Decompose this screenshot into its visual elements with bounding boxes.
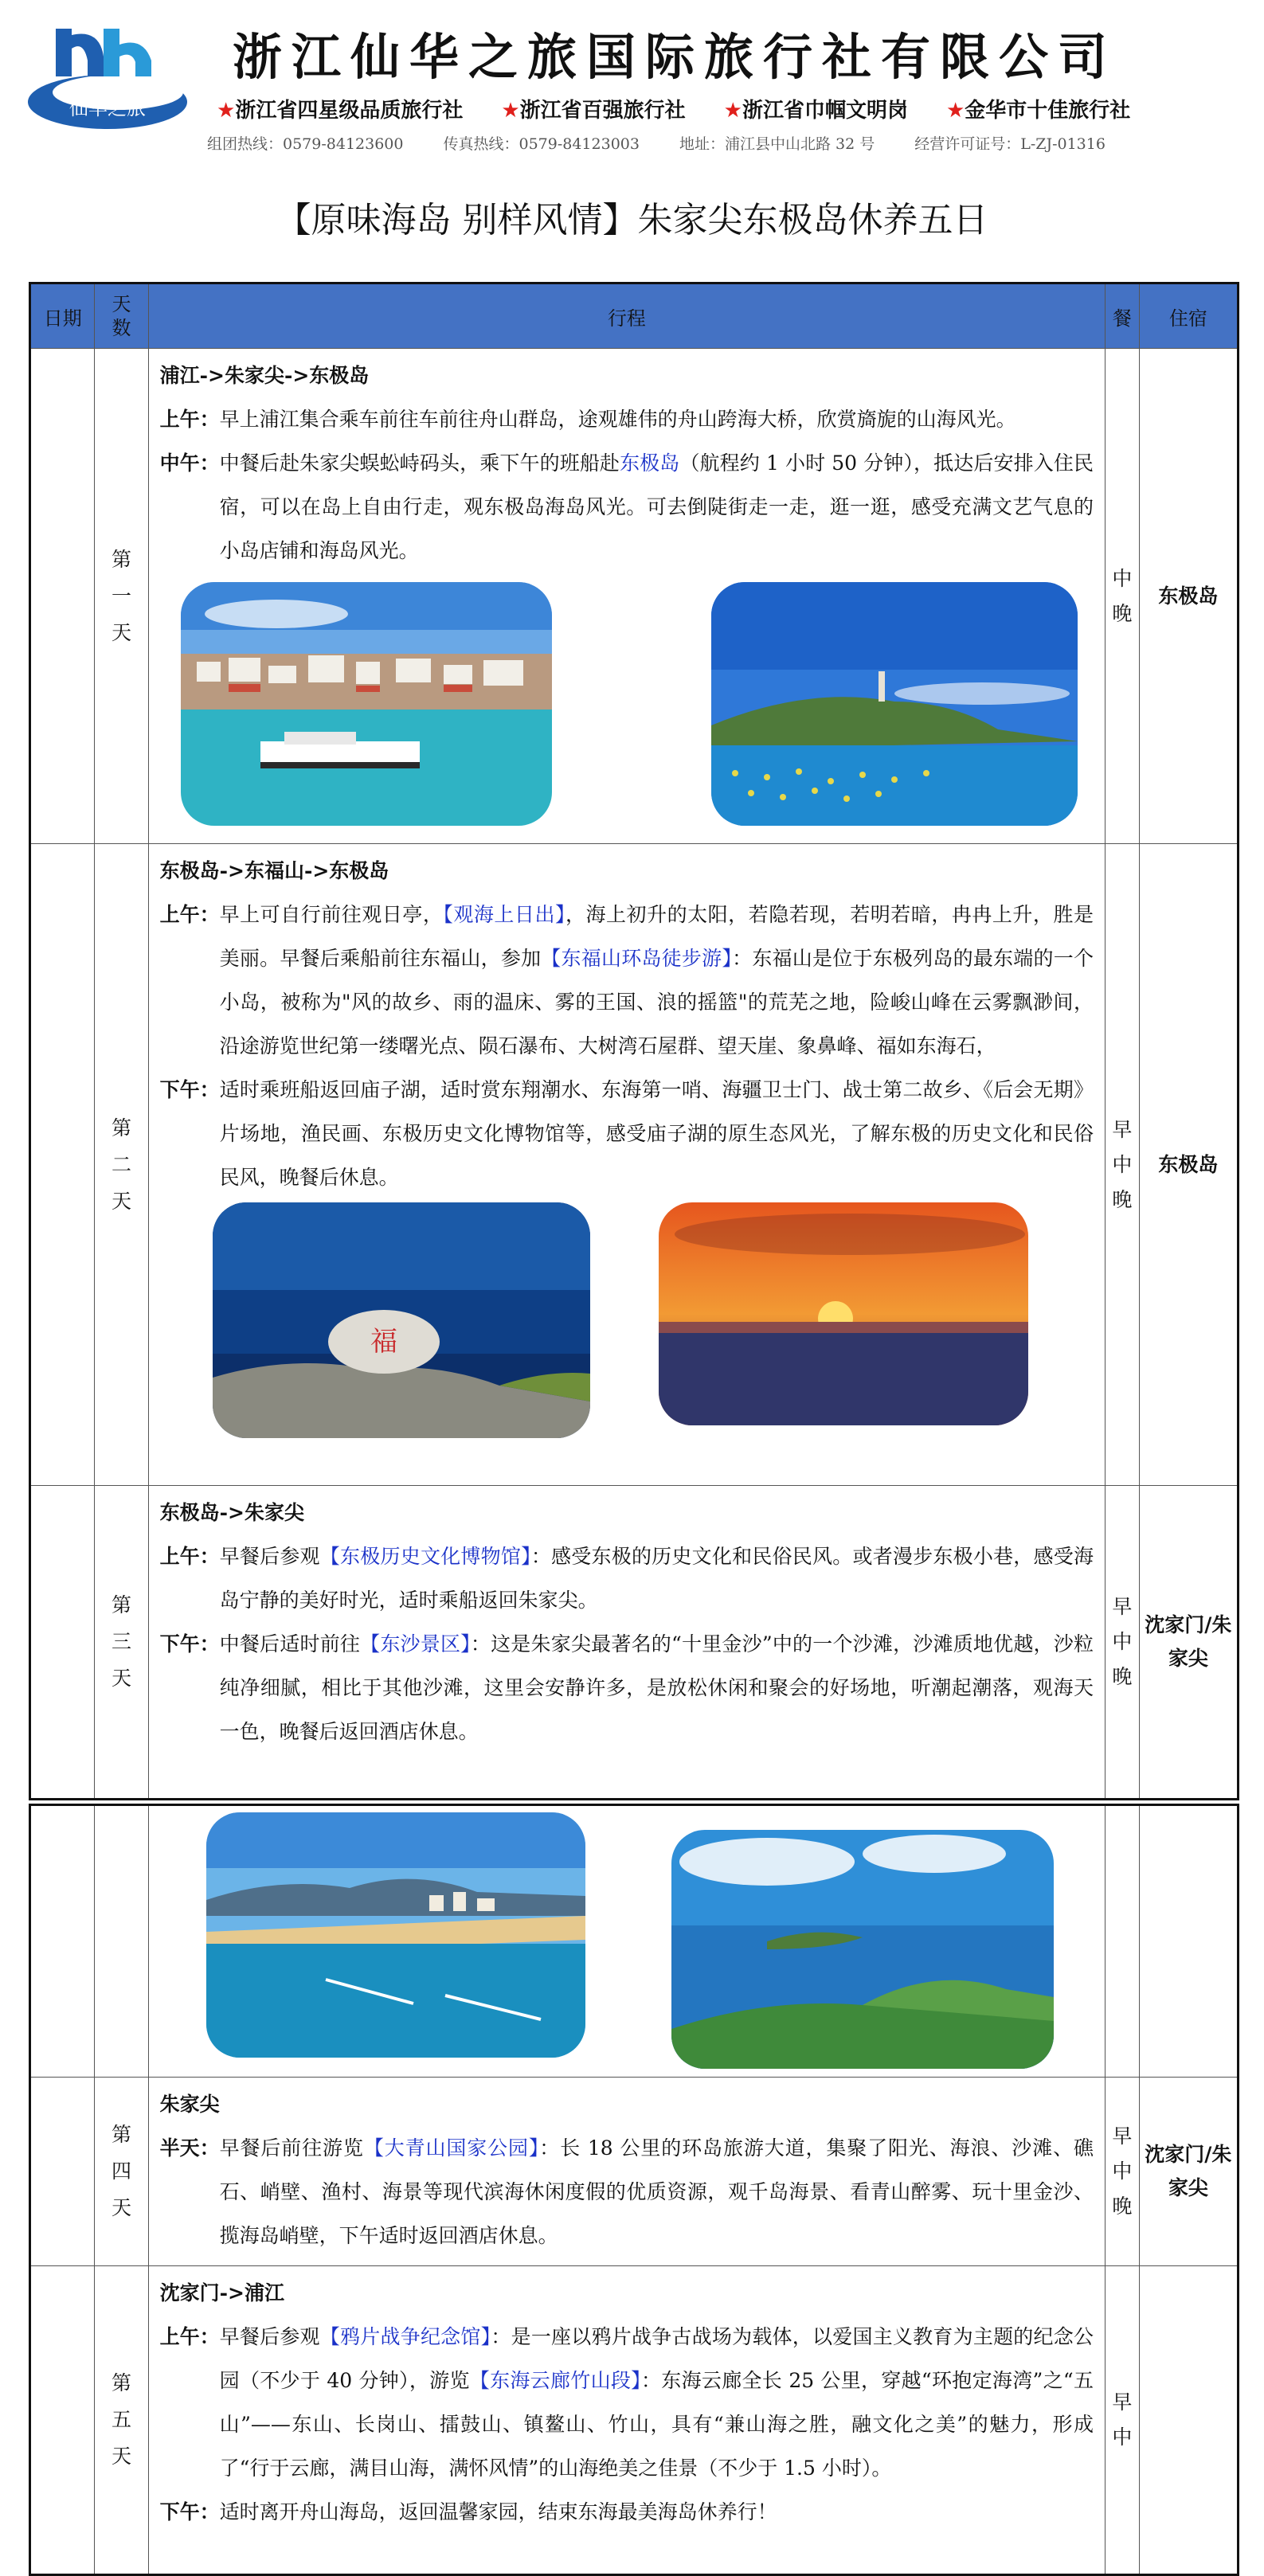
header-stay: 住宿 <box>1139 283 1238 349</box>
stay-cell: 东极岛 <box>1139 349 1238 844</box>
route-line: 东极岛->朱家尖 <box>159 1501 304 1524</box>
time-label: 半天： <box>159 2136 220 2160</box>
red-star-icon: ★ <box>217 99 236 123</box>
itinerary-text <box>220 2126 1094 2257</box>
red-star-icon: ★ <box>723 99 742 123</box>
honor-item: ★金华市十佳旅行社 <box>945 99 1131 123</box>
itinerary-text <box>220 2490 777 2534</box>
island-lighthouse-photo <box>711 582 1078 826</box>
itinerary-text <box>220 1068 1094 1199</box>
attraction-highlight: 【东沙景区】 <box>360 1632 471 1655</box>
plan-cell <box>148 1805 1105 2078</box>
day-label: 第五天 <box>95 2266 148 2575</box>
honor-item: ★浙江省四星级品质旅行社 <box>217 99 464 123</box>
svg-text:仙华之旅: 仙华之旅 <box>69 97 146 119</box>
stay-cell <box>1139 1805 1238 2078</box>
attraction-highlight: 【大青山国家公园】 <box>363 2136 540 2160</box>
text-run: （航程约 1 小时 50 分钟），抵达后安排入住民宿，可以在岛上自由行走，观东极岛海岛风光。可去倒陡街走一走，逛一逛，感受充满文艺气息的小岛店铺和海岛风光。 <box>219 451 1094 562</box>
red-star-icon: ★ <box>945 99 965 123</box>
text-run: 中餐后赴朱家尖蜈蚣峙码头，乘下午的班船赴 <box>219 451 620 475</box>
attraction-highlight: 东极岛 <box>620 451 680 475</box>
contact-row <box>207 132 1235 154</box>
route-line: 浦江->朱家尖->东极岛 <box>159 364 370 387</box>
text-run: ：这是朱家尖最著名的“十里金沙”中的一个沙滩，沙滩质地优越，沙粒纯净细腻，相比于其他沙滩，这里会安静许多，是放松休闲和聚会的好场地，听潮起潮落，观海天一色，晚餐后返回酒店休息。 <box>219 1632 1094 1743</box>
attraction-highlight: 【东海云廊竹山段】 <box>469 2369 641 2392</box>
header-plan: 行程 <box>148 283 1105 349</box>
itinerary-paragraph <box>160 2490 1094 2534</box>
text-run: 早餐后参观 <box>219 1545 320 1568</box>
plan-cell <box>148 2266 1105 2575</box>
itinerary-text <box>220 441 1094 573</box>
plan-cell <box>148 1486 1105 1800</box>
company-name: 浙江仙华之旅国际旅行社有限公司 <box>233 28 1117 86</box>
itinerary-text <box>220 397 1016 441</box>
meal-cell: 早中晚 <box>1106 1486 1140 1800</box>
itinerary-paragraph <box>160 893 1094 1068</box>
day-row <box>30 844 1239 1486</box>
license-number: 经营许可证号：L-ZJ-01316 <box>914 135 1106 153</box>
text-run: ：东福山是位于东极列岛的最东端的一个小岛，被称为"风的故乡、雨的温床、雾的王国、浪的摇篮"的荒芜之地，险峻山峰在云雾飘渺间，沿途游览世纪第一缕曙光点、陨石瀑布、大树湾石屋群、望天崖、象鼻峰、福如东海石， <box>219 947 1094 1057</box>
itinerary-paragraph <box>160 1622 1094 1753</box>
text-run: 早餐后参观 <box>219 2325 320 2348</box>
attraction-highlight: 【观海上日出】 <box>443 903 565 926</box>
header-date: 日期 <box>30 283 95 349</box>
text-run: ：长 18 公里的环岛旅游大道，集聚了阳光、海浪、沙滩、礁石、峭壁、渔村、海景等现代滨海休闲度假的优质资源，观千岛海景、看青山醉雾、玩十里金沙、揽海岛峭壁，下午适时返回酒店休息。 <box>219 2136 1094 2247</box>
text-run: ：是一座以鸦片战争古战场为载体，以爱国主义教育为主题的纪念公园（不少于 40 分钟），游览 <box>219 2325 1094 2392</box>
honor-item: ★浙江省百强旅行社 <box>501 99 686 123</box>
address: 地址：浦江县中山北路 32 号 <box>679 135 875 153</box>
attraction-highlight: 【鸦片战争纪念馆】 <box>319 2325 491 2348</box>
day-row <box>30 349 1239 844</box>
day-row <box>30 1486 1239 1800</box>
plan-cell <box>148 349 1105 844</box>
table-header-row <box>30 283 1239 349</box>
attraction-highlight: 【东极历史文化博物馆】 <box>319 1545 531 1568</box>
date-cell <box>30 1486 95 1800</box>
text-run: ，海上初升的太阳，若隐若现，若明若暗，冉冉上升，胜是美丽。早餐后乘船前往东福山，参加 <box>219 903 1094 970</box>
text-run: 适时离开舟山海岛，返回温馨家园，结束东海最美海岛休养行！ <box>219 2500 777 2523</box>
day-label: 第一天 <box>95 349 148 844</box>
day-row <box>30 2266 1239 2575</box>
meal-cell: 早中 <box>1106 2266 1140 2575</box>
harbor-village-photo <box>181 582 552 826</box>
date-cell <box>30 1805 95 2078</box>
fu-rock-photo <box>213 1202 590 1438</box>
time-label: 上午： <box>159 903 220 926</box>
meal-cell: 早中晚 <box>1106 2078 1140 2266</box>
beach-coast-photo <box>206 1812 585 2058</box>
itinerary-paragraph <box>160 1534 1094 1622</box>
time-label: 上午： <box>159 2325 220 2348</box>
time-label: 上午： <box>159 1545 220 1568</box>
meal-cell: 中晚 <box>1106 349 1140 844</box>
day-label: 第二天 <box>95 844 148 1486</box>
plan-cell <box>148 2078 1105 2266</box>
text-run: ：感受东极的历史文化和民俗民风。或者漫步东极小巷，感受海岛宁静的美好时光，适时乘船返回朱家尖。 <box>219 1545 1094 1612</box>
honors-row <box>217 94 1204 123</box>
stay-cell <box>1139 2266 1238 2575</box>
time-label: 上午： <box>159 408 220 431</box>
green-islands-photo <box>671 1830 1054 2069</box>
text-run: 早上浦江集合乘车前往车前往舟山群岛，途观雄伟的舟山跨海大桥，欣赏旖旎的山海风光。 <box>219 408 1016 431</box>
meal-cell: 早中晚 <box>1106 844 1140 1486</box>
tour-title: 【原味海岛 别样风情】朱家尖东极岛休养五日 <box>276 200 988 240</box>
route-line: 东极岛->东福山->东极岛 <box>159 859 389 882</box>
itinerary-table-continued <box>29 1804 1239 2576</box>
red-star-icon: ★ <box>501 99 520 123</box>
group-hotline: 组团热线：0579-84123600 <box>207 135 404 153</box>
day-row <box>30 2078 1239 2266</box>
day-label: 第三天 <box>95 1486 148 1800</box>
text-run: 适时乘班船返回庙子湖，适时赏东翔潮水、东海第一哨、海疆卫士门、战士第二故乡、《后会无期》片场地，渔民画、东极历史文化博物馆等，感受庙子湖的原生态风光，了解东极的历史文化和民俗民风，晚餐后休息。 <box>219 1078 1094 1189</box>
svg-text:福: 福 <box>370 1326 397 1358</box>
date-cell <box>30 2078 95 2266</box>
itinerary-paragraph <box>160 2315 1094 2490</box>
route-line: 沈家门->浦江 <box>159 2281 284 2304</box>
honor-item: ★浙江省巾帼文明岗 <box>723 99 908 123</box>
stay-cell: 沈家门/朱家尖 <box>1139 1486 1238 1800</box>
sunrise-photo <box>659 1202 1028 1425</box>
itinerary-text <box>220 1534 1094 1622</box>
meal-cell <box>1106 1805 1140 2078</box>
day-label: 第四天 <box>95 2078 148 2266</box>
itinerary-paragraph <box>160 397 1094 441</box>
attraction-highlight: 【东福山环岛徒步游】 <box>541 947 733 970</box>
stay-cell: 东极岛 <box>1139 844 1238 1486</box>
header-days: 天数 <box>95 283 148 349</box>
date-cell <box>30 844 95 1486</box>
text-run: 早餐后前往游览 <box>219 2136 364 2160</box>
photo-row <box>30 1805 1239 2078</box>
time-label: 下午： <box>159 2500 220 2523</box>
text-run: 早上可自行前往观日亭， <box>219 903 444 926</box>
date-cell <box>30 349 95 844</box>
itinerary-text <box>220 2315 1094 2490</box>
itinerary-table <box>29 282 1239 1800</box>
route-line: 朱家尖 <box>159 2093 220 2116</box>
time-label: 中午： <box>159 451 220 475</box>
header-meal: 餐 <box>1106 283 1140 349</box>
time-label: 下午： <box>159 1078 220 1101</box>
company-logo <box>24 13 191 132</box>
text-run: ：东海云廊全长 25 公里，穿越“环抱定海湾”之“五山”——东山、长岗山、擂鼓山、镇鳌山、竹山，具有“兼山海之胜，融文化之美”的魅力，形成了“行于云廊，满目山海，满怀风情”的山海绝美之佳景（不少于 1.5 小时）。 <box>219 2369 1094 2480</box>
text-run: 中餐后适时前往 <box>219 1632 361 1655</box>
day-label <box>95 1805 148 2078</box>
itinerary-paragraph <box>160 2126 1094 2257</box>
fax-hotline: 传真热线：0579-84123003 <box>443 135 640 153</box>
stay-cell: 沈家门/朱家尖 <box>1139 2078 1238 2266</box>
itinerary-paragraph <box>160 1068 1094 1199</box>
itinerary-paragraph <box>160 441 1094 573</box>
date-cell <box>30 2266 95 2575</box>
itinerary-text <box>220 893 1094 1068</box>
time-label: 下午： <box>159 1632 220 1655</box>
plan-cell <box>148 844 1105 1486</box>
itinerary-text <box>220 1622 1094 1753</box>
